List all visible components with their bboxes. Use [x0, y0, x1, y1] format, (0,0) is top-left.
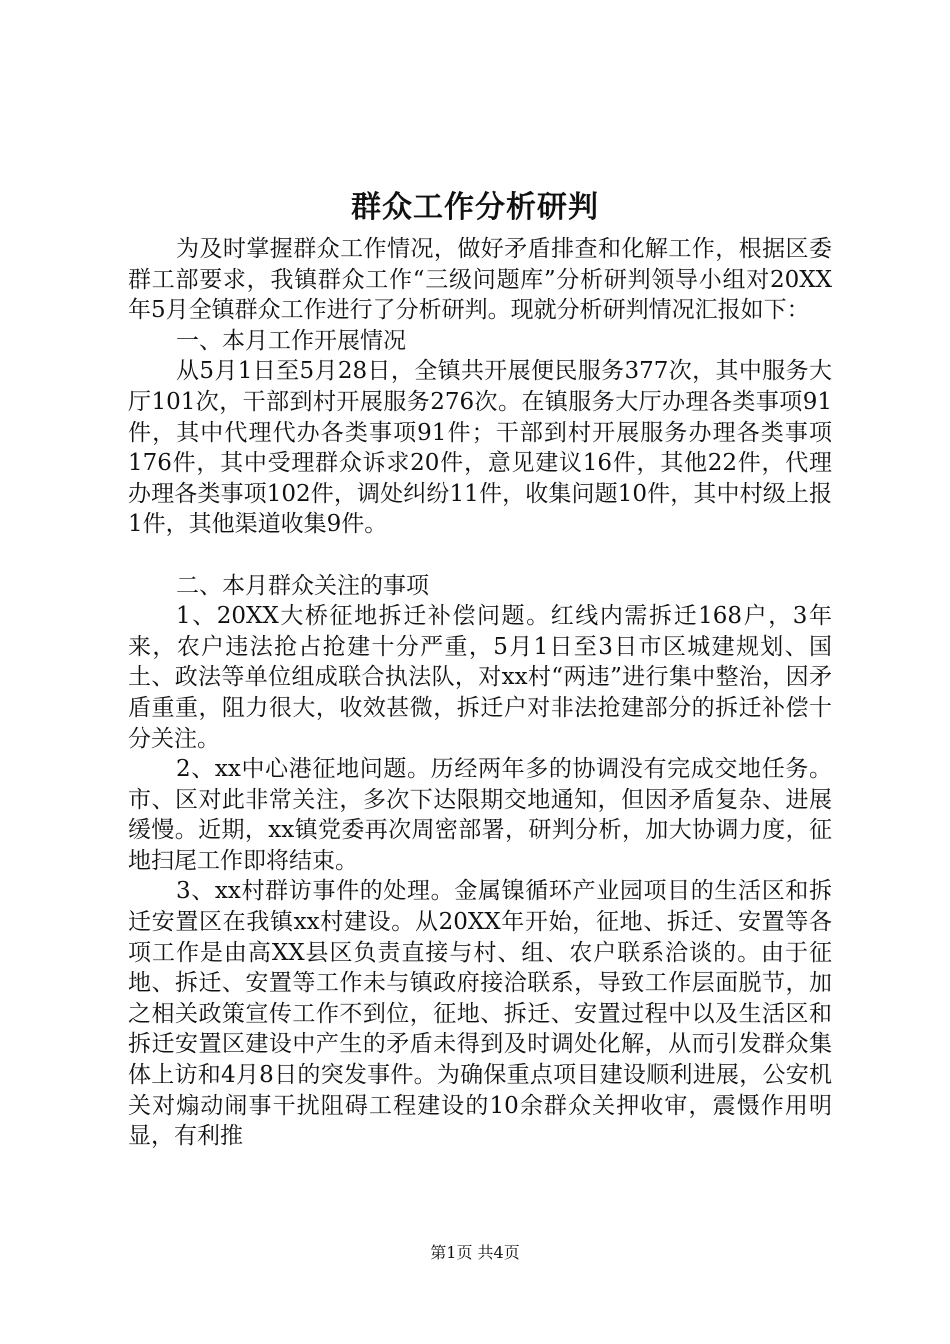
- paragraph-spacer: [128, 540, 832, 571]
- section-heading-2: 二、本月群众关注的事项: [176, 572, 429, 599]
- section-heading-1: 一、本月工作开展情况: [176, 327, 406, 354]
- document-body: [128, 234, 832, 1152]
- issue-paragraph-2: 2、xx中心港征地问题。历经两年多的协调没有完成交地任务。市、区对此非常关注，多次下达限期交地通知，但因矛盾复杂、进展缓慢。近期，xx镇党委再次周密部署，研判分析，加大协调力度，征地扫尾工作即将结束。: [128, 756, 832, 874]
- document-title: 群众工作分析研判: [351, 190, 599, 225]
- page-footer: 第1页 共4页: [430, 1243, 520, 1262]
- issue-paragraph-3: 3、xx村群访事件的处理。金属镍循环产业园项目的生活区和拆迁安置区在我镇xx村建设。从20XX年开始，征地、拆迁、安置等各项工作是由高XX县区负责直接与村、组、农户联系洽谈的。由于征地、拆迁、安置等工作未与镇政府接洽联系，导致工作层面脱节，加之相关政策宣传工作不到位，征地、拆迁、安置过程中以及生活区和拆迁安置区建设中产生的矛盾未得到及时调处化解，从而引发群众集体上访和4月8日的突发事件。为确保重点项目建设顺利进展，公安机关对煽动闹事干扰阻碍工程建设的10余群众关押收审，震慑作用明显，有利推: [128, 878, 832, 1150]
- work-summary-paragraph: 从5月1日至5月28日，全镇共开展便民服务377次，其中服务大厅101次，干部到村开展服务276次。在镇服务大厅办理各类事项91件，其中代理代办各类事项91件；干部到村开展服务办理各类事项176件，其中受理群众诉求20件，意见建议16件，其他22件，代理办理各类事项102件，调处纠纷11件，收集问题10件，其中村级上报1件，其他渠道收集9件。: [128, 358, 832, 538]
- issue-paragraph-1: 1、20XX大桥征地拆迁补偿问题。红线内需拆迁168户，3年来，农户违法抢占抢建十分严重，5月1日至3日市区城建规划、国土、政法等单位组成联合执法队，对xx村“两违”进行集中整治，因矛盾重重，阻力很大，收效甚微，拆迁户对非法抢建部分的拆迁补偿十分关注。: [128, 603, 832, 752]
- intro-paragraph: 为及时掌握群众工作情况，做好矛盾排查和化解工作，根据区委群工部要求，我镇群众工作“三级问题库”分析研判领导小组对20XX年5月全镇群众工作进行了分析研判。现就分析研判情况汇报如下：: [128, 236, 832, 324]
